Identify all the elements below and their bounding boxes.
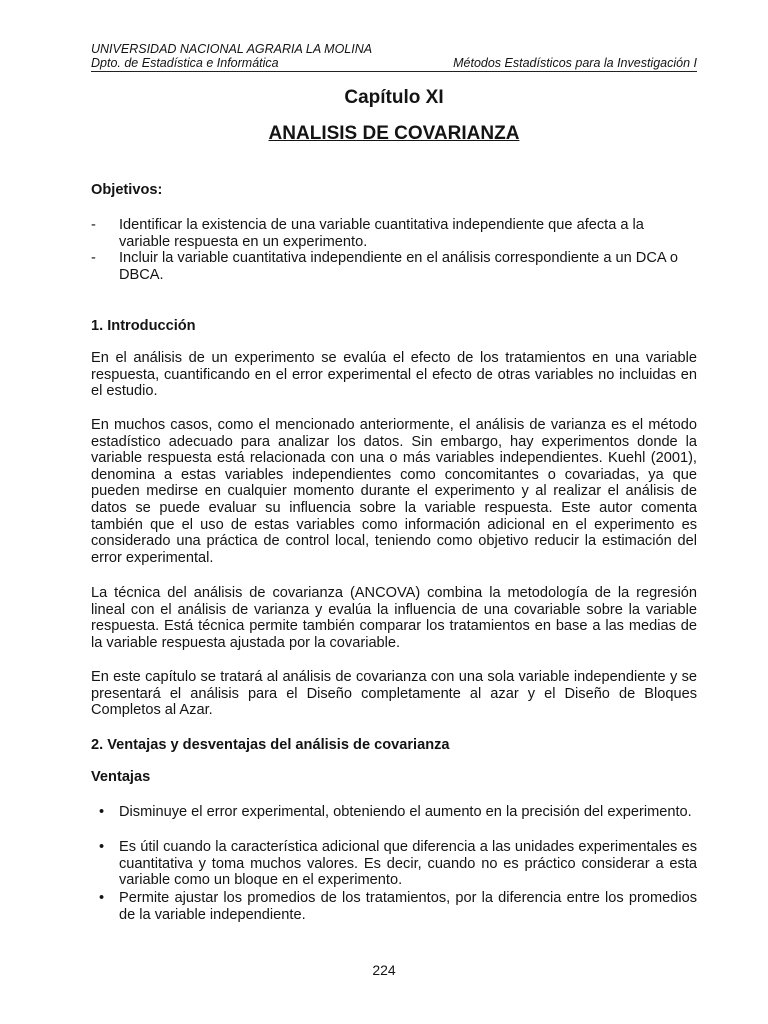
- objective-item: [91, 250, 697, 283]
- objectives-heading: Objetivos:: [91, 182, 163, 198]
- advantage-text: Permite ajustar los promedios de los tratamientos, por la diferencia entre los promedios de la variable independiente.: [119, 890, 697, 923]
- advantage-item: [99, 804, 697, 821]
- header-department: Dpto. de Estadística e Informática: [91, 56, 279, 70]
- header-divider: [91, 71, 697, 72]
- bullet-marker: •: [99, 839, 105, 855]
- objective-text: Identificar la existencia de una variable cuantitativa independiente que afecta a la variable respuesta en un experimento.: [119, 217, 644, 250]
- section-1-heading: 1. Introducción: [91, 318, 196, 334]
- advantage-item: [99, 890, 697, 923]
- intro-paragraph-4: En este capítulo se tratará al análisis de covarianza con una sola variable independiente y se presentará el análisis para el Diseño completamente al azar y el Diseño de Bloques Completos al Azar.: [91, 669, 697, 719]
- advantage-text: Disminuye el error experimental, obteniendo el aumento en la precisión del experimento.: [119, 804, 692, 820]
- chapter-title: ANALISIS DE COVARIANZA: [268, 123, 520, 144]
- advantage-text: Es útil cuando la característica adicional que diferencia a las unidades experimentales es cuantitativa y toma muchos valores. Es decir, cuando no es práctico considerar a esta variable como un bloque en el experimento.: [119, 839, 697, 889]
- ventajas-subheading: Ventajas: [91, 769, 151, 785]
- dash-marker: -: [91, 250, 96, 266]
- bullet-marker: •: [99, 804, 105, 820]
- chapter-number: Capítulo XI: [344, 87, 444, 108]
- page-header: [91, 42, 697, 70]
- dash-marker: -: [91, 217, 96, 233]
- objective-text: Incluir la variable cuantitativa independiente en el análisis correspondiente a un DCA o DBCA.: [119, 250, 678, 283]
- advantage-item: [99, 839, 697, 889]
- header-course: Métodos Estadísticos para la Investigación I: [453, 56, 697, 70]
- intro-paragraph-2: En muchos casos, como el mencionado anteriormente, el análisis de varianza es el método estadístico adecuado para analizar los datos. Sin embargo, hay experimentos donde la variable respuesta está relacionada con una o más variables independientes. Kuehl (2001), denomina a estas variables independientes como concomitantes o covariadas, ya que pueden medirse en cualquier momento durante el experimento y al realizar el análisis de datos se puede evaluar su influencia sobre la variable respuesta. Este autor comenta también que el uso de estas variables como información adicional en el experimento es considerado una práctica de control local, teniendo como objetivo reducir la estimación del error experimental.: [91, 417, 697, 566]
- intro-paragraph-3: La técnica del análisis de covarianza (ANCOVA) combina la metodología de la regresión lineal con el análisis de varianza y evalúa la influencia de una covariable sobre la variable respuesta. Está técnica permite también comparar los tratamientos en base a las medias de la variable respuesta ajustada por la covariable.: [91, 585, 697, 651]
- bullet-marker: •: [99, 890, 105, 906]
- section-2-heading: 2. Ventajas y desventajas del análisis de covarianza: [91, 737, 450, 753]
- header-university: UNIVERSIDAD NACIONAL AGRARIA LA MOLINA: [91, 42, 373, 56]
- page-number: 224: [372, 962, 396, 978]
- intro-paragraph-1: En el análisis de un experimento se evalúa el efecto de los tratamientos en una variable respuesta, cuantificando en el error experimental el efecto de otras variables no incluidas en el estudio.: [91, 350, 697, 400]
- objective-item: [91, 217, 697, 250]
